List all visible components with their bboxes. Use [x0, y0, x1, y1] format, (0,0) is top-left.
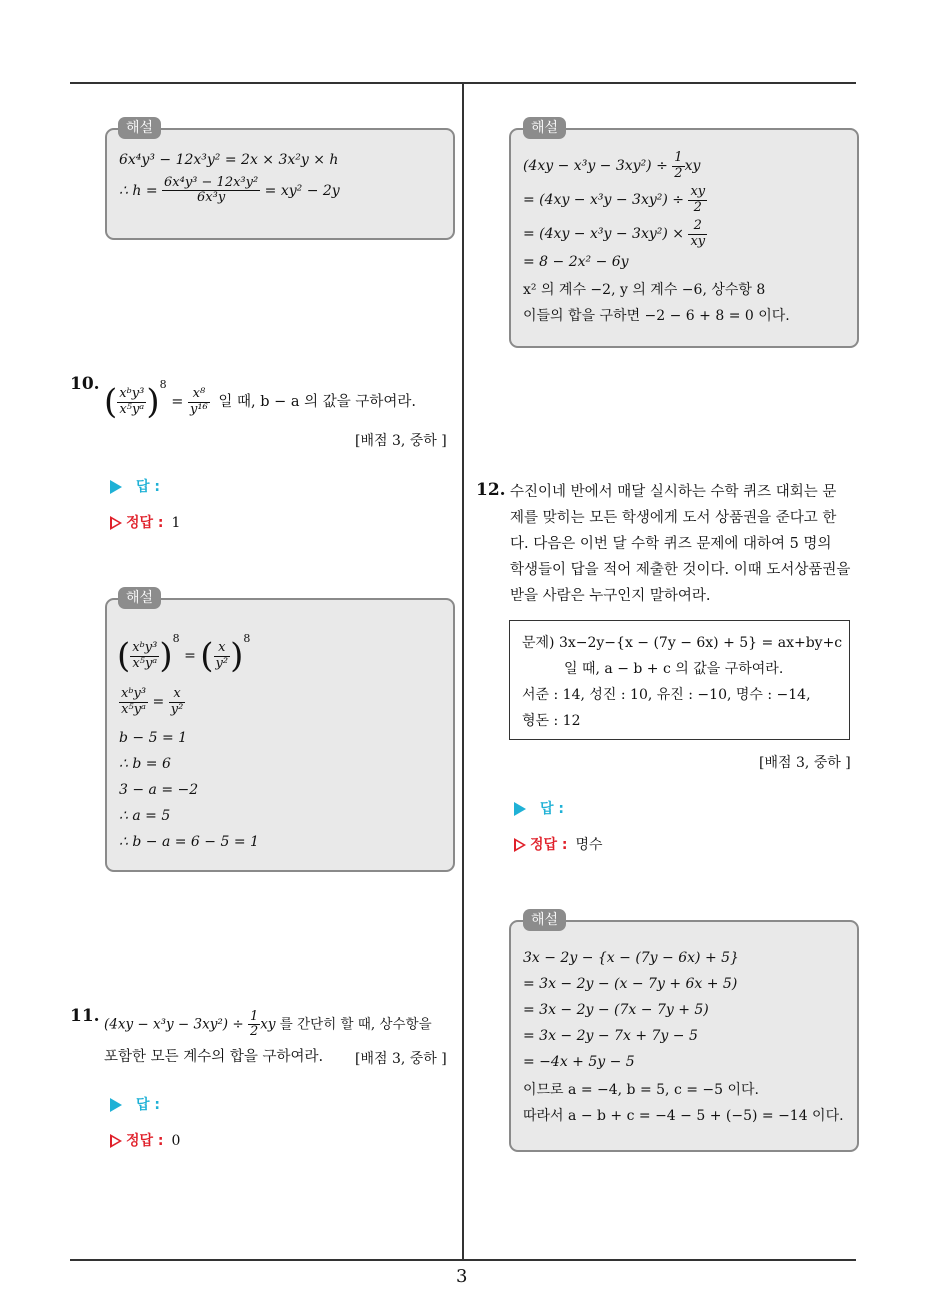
solution-text: xy: [684, 158, 701, 174]
play-icon: [110, 480, 122, 494]
solution-line: [523, 182, 707, 218]
score-label: [배점 3, 중하 ]: [355, 433, 447, 449]
paren-right: ): [159, 636, 173, 676]
outline-play-icon: [110, 1134, 122, 1148]
question-text: 를 간단히 할 때, 상수항을: [279, 1016, 432, 1033]
solution-text: = (4xy − x³y − 3xy²) ×: [523, 226, 684, 242]
solution-line: = −4x + 5y − 5: [523, 1054, 635, 1070]
exponent: 8: [243, 632, 251, 645]
paren-left: (: [104, 382, 118, 422]
fraction-denominator: xy: [690, 233, 706, 249]
fraction: [688, 219, 707, 249]
correct-value: 0: [171, 1133, 181, 1149]
solution-line: 따라서 a − b + c = −4 − 5 + (−5) = −14 이다.: [523, 1108, 844, 1124]
column-divider: [462, 82, 464, 1260]
fraction: [119, 687, 148, 717]
fraction-denominator: 2: [674, 165, 683, 181]
solution-line: ∴ b = 6: [119, 756, 171, 772]
play-icon: [514, 802, 526, 816]
question-11-text: [104, 1010, 432, 1040]
fraction-denominator: x⁵yᵃ: [132, 655, 158, 671]
solution-line: 3x − 2y − {x − (7y − 6x) + 5}: [523, 950, 739, 966]
fraction-denominator: 2: [693, 199, 702, 215]
solution-text: ∴ h =: [119, 182, 158, 199]
fraction-numerator: 6x⁴y³ − 12x³y²: [164, 175, 259, 190]
fraction-numerator: x⁸: [188, 387, 210, 402]
fraction-denominator: x⁵yᵃ: [119, 401, 145, 417]
fraction-numerator: xᵇy³: [132, 640, 158, 656]
solution-line: [523, 148, 700, 184]
fraction-numerator: xᵇy³: [121, 686, 147, 702]
fraction-denominator: y¹⁶: [190, 401, 208, 417]
fraction-numerator: xy: [690, 184, 706, 200]
fraction-numerator: 2: [688, 219, 707, 234]
fraction: [688, 185, 707, 215]
solution-tag: 해설: [118, 587, 161, 609]
fraction: [162, 176, 260, 206]
solution-line: [119, 682, 185, 722]
solution-line: [119, 176, 340, 206]
problem-line: 일 때, a − b + c 의 값을 구하여라.: [564, 661, 784, 677]
solution-tag: 해설: [523, 117, 566, 139]
solution-line: [117, 616, 250, 679]
outline-play-icon: [110, 516, 122, 530]
fraction-numerator: 1: [674, 150, 683, 166]
answer-row: [110, 1094, 160, 1114]
question-12-line: 다. 다음은 이번 달 수학 퀴즈 문제에 대하여 5 명의: [510, 536, 832, 552]
solution-line: 3 − a = −2: [119, 782, 199, 798]
question-11-text-2: 포함한 모든 계수의 합을 구하여라.: [104, 1049, 324, 1065]
solution-line: = 3x − 2y − 7x + 7y − 5: [523, 1028, 698, 1044]
question-12-line: 제를 맞히는 모든 학생에게 도서 상품권을 준다고 한: [510, 510, 837, 526]
outline-play-icon: [514, 838, 526, 852]
problem-box: [509, 620, 850, 740]
solution-text: (4xy − x³y − 3xy²) ÷: [523, 158, 668, 174]
fraction: [130, 641, 159, 671]
question-12-line: 학생들이 답을 적어 제출한 것이다. 이때 도서상품권을: [510, 562, 851, 578]
fraction: [248, 1010, 260, 1040]
correct-label: 정답 :: [126, 515, 164, 531]
solution-text: = xy² − 2y: [264, 182, 340, 199]
answer-row: [514, 798, 564, 818]
score-label: [배점 3, 중하 ]: [355, 1051, 447, 1067]
solution-box-10: [105, 598, 455, 872]
paren-left: (: [117, 636, 131, 676]
answer-row: [110, 476, 160, 496]
fraction: [672, 151, 684, 181]
play-icon: [110, 1098, 122, 1112]
solution-box-9: [105, 128, 455, 240]
question-expr: (4xy − x³y − 3xy²) ÷: [104, 1016, 244, 1033]
solution-line: 이므로 a = −4, b = 5, c = −5 이다.: [523, 1082, 759, 1098]
question-number-10: 10.: [70, 374, 100, 394]
solution-line: = 3x − 2y − (7x − 7y + 5): [523, 1002, 709, 1018]
bottom-rule: [70, 1259, 856, 1261]
solution-line: [523, 216, 707, 252]
solution-tag: 해설: [118, 117, 161, 139]
fraction-numerator: x: [169, 687, 186, 702]
score-label: [배점 3, 중하 ]: [759, 755, 851, 771]
fraction: [169, 687, 186, 717]
answer-label: 답 :: [136, 1097, 160, 1113]
solution-line: x² 의 계수 −2, y 의 계수 −6, 상수항 8: [523, 282, 766, 298]
equals: =: [184, 648, 196, 664]
question-expr: xy: [260, 1016, 276, 1033]
correct-label: 정답 :: [530, 837, 568, 853]
answer-label: 답 :: [136, 479, 160, 495]
fraction-denominator: 2: [249, 1024, 259, 1040]
equals: =: [171, 394, 184, 410]
fraction-denominator: x⁵yᵃ: [121, 701, 146, 717]
paren-right: ): [230, 636, 244, 676]
fraction-numerator: xᵇy³: [119, 386, 145, 402]
fraction-numerator: 1: [249, 1009, 259, 1024]
solution-line: 이들의 합을 구하면 −2 − 6 + 8 = 0 이다.: [523, 308, 790, 324]
solution-line: b − 5 = 1: [119, 730, 188, 746]
correct-label: 정답 :: [126, 1133, 164, 1149]
fraction-denominator: y²: [215, 655, 229, 671]
answer-label: 답 :: [540, 801, 564, 817]
question-number-11: 11.: [70, 1006, 100, 1026]
exponent: 8: [172, 632, 180, 645]
solution-text: = (4xy − x³y − 3xy²) ÷: [523, 192, 684, 208]
correct-value: 명수: [575, 837, 603, 853]
fraction-denominator: 6x³y: [197, 190, 226, 206]
solution-box-11: [509, 128, 859, 348]
question-number-12: 12.: [476, 480, 506, 500]
question-text: 일 때, b − a 의 값을 구하여라.: [218, 394, 417, 410]
page-number: 3: [456, 1266, 468, 1287]
paren-right: ): [146, 382, 160, 422]
solution-line: ∴ b − a = 6 − 5 = 1: [119, 834, 259, 850]
fraction-numerator: x: [214, 641, 231, 656]
correct-answer-row: [514, 834, 603, 854]
question-10-text: [104, 372, 417, 422]
correct-answer-row: [110, 512, 180, 532]
question-12-line: 받을 사람은 누구인지 말하여라.: [510, 588, 711, 604]
problem-line: 형돈 : 12: [522, 713, 581, 729]
solution-box-12: [509, 920, 859, 1152]
question-12-line: 수진이네 반에서 매달 실시하는 수학 퀴즈 대회는 문: [510, 484, 837, 500]
fraction: [117, 387, 146, 417]
fraction-denominator: y²: [170, 701, 184, 717]
problem-line: 서준 : 14, 성진 : 10, 유진 : −10, 명수 : −14,: [522, 687, 811, 703]
solution-line: = 3x − 2y − (x − 7y + 6x + 5): [523, 976, 738, 992]
equals: =: [152, 694, 165, 710]
fraction: [214, 641, 231, 671]
fraction: [188, 387, 210, 417]
solution-line: 6x⁴y³ − 12x³y² = 2x × 3x²y × h: [119, 152, 339, 168]
solution-line: = 8 − 2x² − 6y: [523, 254, 629, 270]
correct-answer-row: [110, 1130, 180, 1150]
paren-left: (: [200, 636, 214, 676]
exponent: 8: [159, 378, 167, 391]
correct-value: 1: [171, 515, 181, 531]
solution-tag: 해설: [523, 909, 566, 931]
problem-line: 문제) 3x−2y−{x − (7y − 6x) + 5} = ax+by+c: [522, 635, 843, 651]
solution-line: ∴ a = 5: [119, 808, 171, 824]
